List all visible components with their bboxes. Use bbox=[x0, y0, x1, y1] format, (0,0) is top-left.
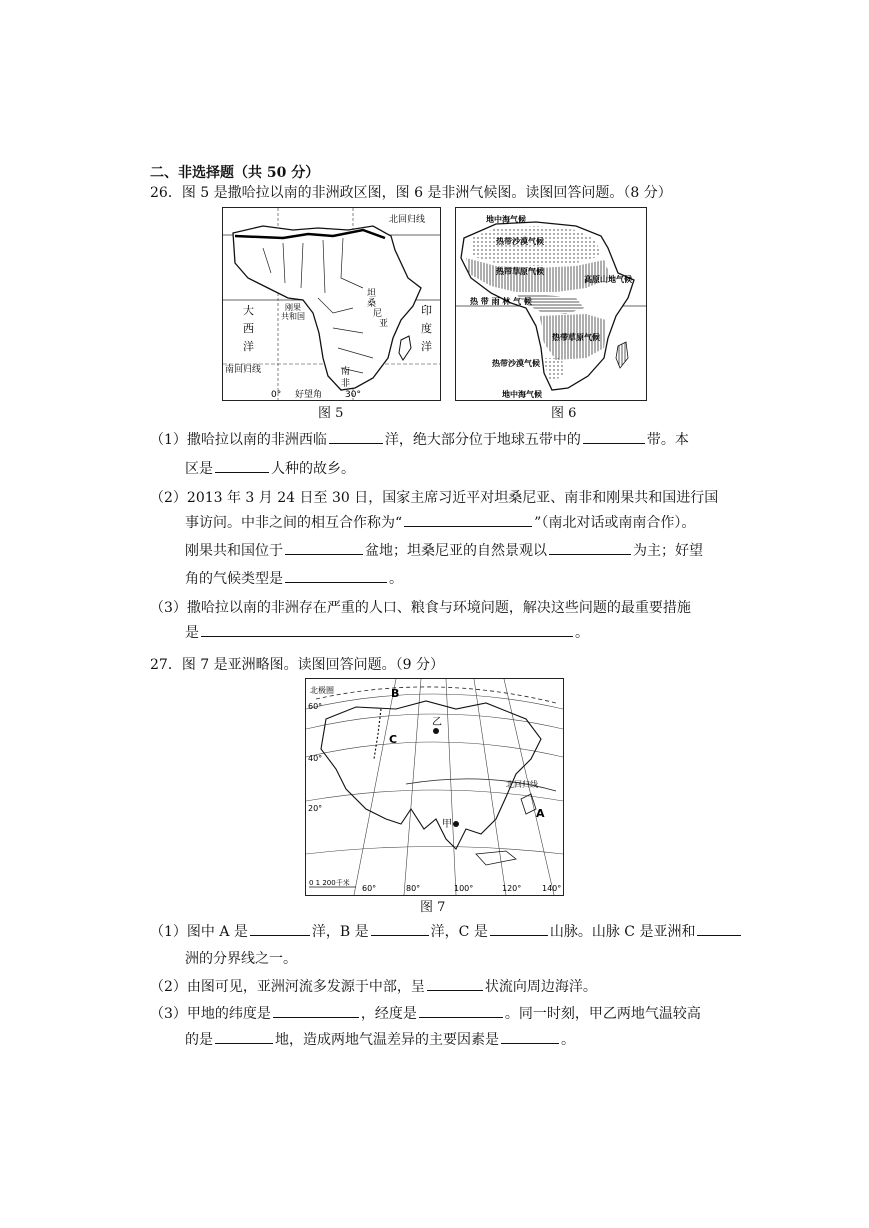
figure-5-caption: 图 5 bbox=[318, 406, 344, 421]
q26-p3-line1: （3）撒哈拉以南的非洲存在严重的人口、粮食与环境问题，解决这些问题的最重要措施 bbox=[150, 600, 691, 616]
desert-north-label: 热带沙漠气候 bbox=[496, 237, 544, 246]
q27-p3-text-d: 的是 bbox=[185, 1032, 213, 1048]
q26-p2-text-f: 角的气候类型是 bbox=[185, 571, 283, 587]
lon140-label: 140° bbox=[542, 884, 562, 893]
figure-5-map bbox=[222, 207, 441, 401]
highland-label: 高原山地气候 bbox=[584, 275, 632, 284]
q26-p2-line2 bbox=[185, 512, 695, 532]
answer-blank[interactable] bbox=[285, 540, 363, 555]
indian-label-1: 印 bbox=[421, 304, 432, 317]
q26-p3-text-b: 。 bbox=[575, 625, 589, 641]
q27-p1-line1 bbox=[150, 921, 743, 941]
tanzania-label-1: 坦 bbox=[367, 289, 377, 299]
q26-p1-line1 bbox=[150, 429, 689, 449]
q27-p3-text-e: 地，造成两地气温差异的主要因素是 bbox=[275, 1032, 499, 1048]
label-yi: 乙 bbox=[432, 717, 442, 728]
q27-p3-text-b: ，经度是 bbox=[360, 1006, 417, 1022]
label-B: B bbox=[391, 687, 400, 700]
africa-political-svg bbox=[223, 208, 440, 400]
lon60-label: 60° bbox=[362, 884, 377, 893]
q26-p3-line2 bbox=[185, 622, 589, 642]
q26-p1-text-c: 带。本 bbox=[646, 432, 689, 448]
asia-coastline bbox=[321, 701, 541, 849]
med-south-label: 地中海气候 bbox=[502, 390, 542, 399]
savanna-north-label: 热带草原气候 bbox=[496, 267, 544, 276]
q26-p1-text-a: （1）撒哈拉以南的非洲西临 bbox=[150, 432, 327, 448]
congo-label-1: 刚果 bbox=[285, 303, 301, 312]
q26-p1-text-d: 区是 bbox=[185, 461, 213, 477]
answer-blank[interactable] bbox=[215, 458, 269, 473]
graticule-arc bbox=[306, 790, 563, 801]
meridian-line bbox=[404, 679, 421, 895]
lon100-label: 100° bbox=[454, 884, 474, 893]
q26-p2-line4 bbox=[185, 568, 403, 588]
label-C: C bbox=[389, 733, 398, 746]
arctic-label: 北极圈 bbox=[310, 686, 334, 695]
q26-p2-line3 bbox=[185, 540, 703, 560]
figure-6-map bbox=[455, 207, 647, 401]
tanzania-label-4: 亚 bbox=[379, 319, 389, 329]
answer-blank[interactable] bbox=[201, 622, 573, 637]
answer-blank[interactable] bbox=[427, 976, 483, 991]
answer-blank[interactable] bbox=[329, 429, 383, 444]
med-north-label: 地中海气候 bbox=[486, 215, 526, 224]
q27-p2-text-b: 状流向周边海洋。 bbox=[484, 979, 597, 995]
lon30-label: 30° bbox=[345, 390, 361, 400]
q27-p3-line1 bbox=[150, 1003, 701, 1023]
answer-blank[interactable] bbox=[215, 1029, 273, 1044]
q26-p2-text-c: 刚果共和国位于 bbox=[185, 543, 283, 559]
answer-blank[interactable] bbox=[419, 1003, 503, 1018]
indian-label-3: 洋 bbox=[421, 340, 432, 353]
rainforest-label: 热 带 雨 林 气 候 bbox=[470, 297, 532, 306]
figure-7-map bbox=[305, 678, 564, 896]
asia-map-svg bbox=[306, 679, 563, 895]
tanzania-label-3: 尼 bbox=[373, 309, 383, 319]
congo-label-2: 共和国 bbox=[281, 312, 305, 321]
q26-p1-text-b: 洋，绝大部分位于地球五带中的 bbox=[384, 432, 581, 448]
africa-outline bbox=[233, 226, 421, 390]
q26-p2-text-g: 。 bbox=[389, 571, 403, 587]
meridian-line bbox=[354, 679, 396, 895]
answer-blank[interactable] bbox=[583, 429, 645, 444]
graticule-arc bbox=[306, 847, 563, 855]
tropic-south-label: 南回归线 bbox=[225, 365, 262, 375]
answer-blank[interactable] bbox=[273, 1003, 359, 1018]
section-title: 二、非选择题（共 50 分） bbox=[150, 165, 320, 181]
answer-blank[interactable] bbox=[404, 512, 532, 527]
lon120-label: 120° bbox=[502, 884, 522, 893]
meridian-line bbox=[446, 679, 456, 895]
tanzania-label-2: 桑 bbox=[367, 299, 377, 309]
atlantic-label-2: 西 bbox=[243, 322, 254, 335]
figure-6-caption: 图 6 bbox=[551, 406, 577, 421]
answer-blank[interactable] bbox=[549, 540, 631, 555]
q27-p1-text-c: 洋，C 是 bbox=[430, 924, 488, 940]
graticule-arc bbox=[306, 742, 563, 757]
q26-p1-line2 bbox=[185, 458, 355, 478]
point-jia bbox=[453, 821, 459, 827]
answer-blank[interactable] bbox=[490, 921, 548, 936]
island-outline bbox=[476, 851, 516, 865]
indian-label-2: 度 bbox=[421, 322, 432, 335]
q27-p1-text-d: 山脉。山脉 C 是亚洲和 bbox=[549, 924, 696, 940]
south-africa-label-2: 非 bbox=[341, 379, 351, 389]
atlantic-label-1: 大 bbox=[243, 304, 254, 317]
q26-p2-text-e: 为主；好望 bbox=[633, 543, 703, 559]
lon0-label: 0° bbox=[271, 390, 282, 400]
label-jia: 甲 bbox=[442, 819, 452, 830]
q26-stem: 26．图 5 是撒哈拉以南的非洲政区图，图 6 是非洲气候图。读图回答问题。（8 分） bbox=[150, 185, 672, 201]
cape-label: 好望角 bbox=[295, 390, 323, 400]
figure-7-caption: 图 7 bbox=[420, 900, 446, 915]
answer-blank[interactable] bbox=[285, 568, 387, 583]
q27-p3-line2 bbox=[185, 1029, 575, 1049]
meridian-line bbox=[474, 679, 506, 895]
q27-stem: 27．图 7 是亚洲略图。读图回答问题。（9 分） bbox=[150, 657, 444, 673]
desert-south-label: 热带沙漠气候 bbox=[492, 359, 540, 368]
q27-p3-text-c: 。同一时刻，甲乙两地气温较高 bbox=[504, 1006, 701, 1022]
tropic-north-label: 北回归线 bbox=[389, 215, 426, 225]
answer-blank[interactable] bbox=[250, 921, 310, 936]
lat20-label: 20° bbox=[308, 804, 323, 813]
answer-blank[interactable] bbox=[501, 1029, 559, 1044]
madagascar-climate bbox=[616, 342, 628, 368]
q27-p2-text-a: （2）由图可见，亚洲河流多发源于中部，呈 bbox=[150, 979, 425, 995]
south-africa-label-1: 南 bbox=[341, 367, 351, 377]
madagascar-outline bbox=[399, 336, 411, 360]
africa-climate-svg bbox=[456, 208, 646, 400]
q27-p1-text-a: （1）图中 A 是 bbox=[150, 924, 248, 940]
atlantic-label-3: 洋 bbox=[243, 340, 254, 353]
answer-blank[interactable] bbox=[697, 921, 741, 936]
lat60-label: 60° bbox=[308, 702, 323, 711]
scale-label: 0 1 200千米 bbox=[309, 879, 350, 887]
savanna-south-label: 热带草原气候 bbox=[552, 333, 600, 342]
q26-p2-text-a: 事访问。中非之间的相互合作称为“ bbox=[185, 515, 403, 531]
q27-p2-line1 bbox=[150, 976, 597, 996]
answer-blank[interactable] bbox=[371, 921, 429, 936]
tropic-label-fig7: 北回归线 bbox=[506, 780, 538, 789]
q27-p3-text-f: 。 bbox=[561, 1032, 575, 1048]
q27-p1-text-b: 洋，B 是 bbox=[311, 924, 369, 940]
q26-p3-text-a: 是 bbox=[185, 625, 199, 641]
label-A: A bbox=[536, 807, 545, 820]
q26-p2-text-d: 盆地；坦桑尼亚的自然景观以 bbox=[365, 543, 547, 559]
q27-p1-line2: 洲的分界线之一。 bbox=[185, 951, 297, 967]
island-outline bbox=[521, 794, 536, 814]
q26-p1-text-e: 人种的故乡。 bbox=[271, 461, 355, 477]
lat40-label: 40° bbox=[308, 754, 323, 763]
graticule-arc bbox=[306, 694, 563, 709]
q26-p2-text-b: ”（南北对话或南南合作）。 bbox=[534, 515, 696, 531]
point-yi bbox=[433, 728, 439, 734]
lon80-label: 80° bbox=[406, 884, 421, 893]
q27-p3-text-a: （3）甲地的纬度是 bbox=[150, 1006, 271, 1022]
q26-p2-line1: （2）2013 年 3 月 24 日至 30 日，国家主席习近平对坦桑尼亚、南非和刚果共和国进行国 bbox=[150, 490, 719, 506]
